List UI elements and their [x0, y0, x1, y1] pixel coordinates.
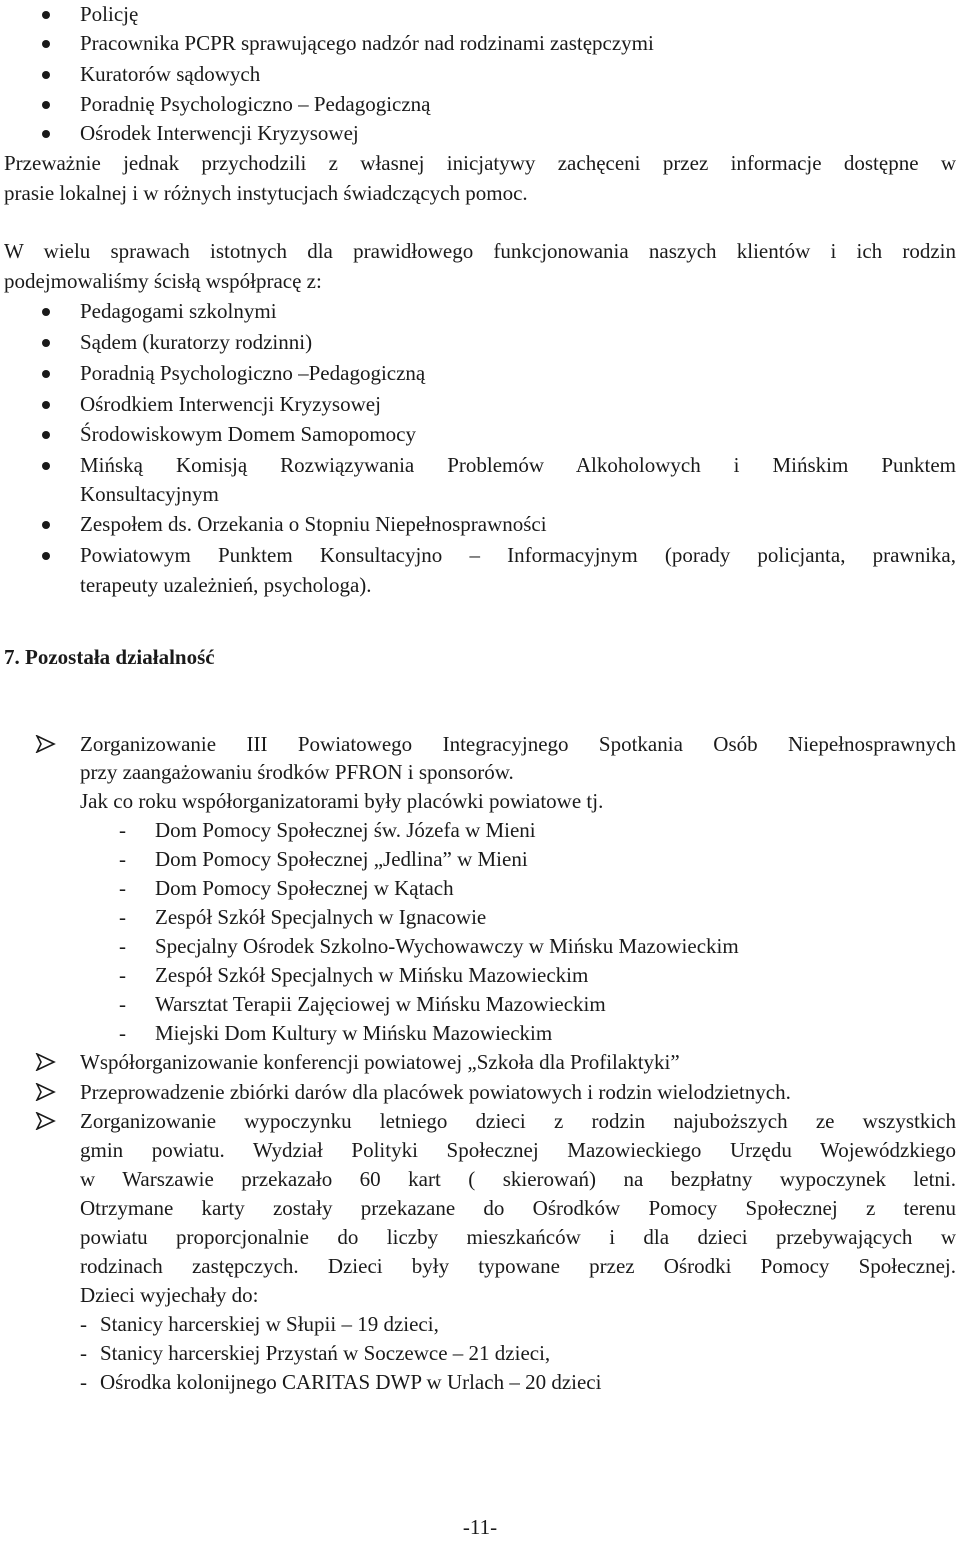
list-item-continuation: terapeuty uzależnień, psychologa). — [80, 573, 372, 597]
list-item: - Zespół Szkół Specjalnych w Ignacowie — [119, 905, 487, 929]
list-item: Policję — [0, 0, 960, 29]
arrow-bullet-icon — [35, 735, 57, 753]
arrow-bullet-icon — [35, 1053, 57, 1071]
list-item: - Dom Pomocy Społecznej w Kątach — [119, 876, 454, 900]
list-item: Zespołem ds. Orzekania o Stopniu Niepełnosprawności — [0, 510, 960, 539]
bullet-icon — [42, 552, 50, 560]
bullet-icon — [42, 308, 50, 316]
bullet-icon — [42, 401, 50, 409]
list-item: - Zespół Szkół Specjalnych w Mińsku Mazowieckim — [119, 963, 589, 987]
section-heading: 7. Pozostała działalność — [4, 645, 215, 669]
list-item: Ośrodkiem Interwencji Kryzysowej — [0, 390, 960, 419]
list-item: Sądem (kuratorzy rodzinni) — [0, 328, 960, 357]
bullet-icon — [42, 521, 50, 529]
bullet-icon — [42, 40, 50, 48]
list-item: Ośrodek Interwencji Kryzysowej — [0, 119, 960, 148]
bullet-icon — [42, 11, 50, 19]
arrow-bullet-icon — [35, 1112, 57, 1130]
list-item: Poradnię Psychologiczno – Pedagogiczną — [0, 90, 960, 119]
document-page: Policję Pracownika PCPR sprawującego nadzór nad rodzinami zastępczymi Kuratorów sądowych Poradnię Psychologiczno – Pedagogiczną Ośrodek Interwencji Kryzysowej Przeważnie jednak przychodzili z własnej inicjatywy zachęceni przez informacje dostępne w prasie lokalnej i w różnych instytucjach świadczących pomoc. W wielu sprawach istotnych dla prawidłowego funkcjonowania naszych klientów i ich rodzin podejmowaliśmy ścisłą współpracę z: Pedagogami szkolnymi Sądem (kuratorzy rodzinni) Poradnią Psychologiczno –Pedagogiczną Ośrodkiem Interwencji Kryzysowej Środowiskowym Domem Samopomocy Mińską Komisją Rozwiązywania Problemów Alkoholowych i Mińskim Punktem Konsultacyjnym Zespołem ds. Orzekania o Stopniu Niepełnosprawności Powiatowym Punktem Konsultacyjno – Informacyjnym (porady policjanta, prawnika, terapeuty uzależnień, psychologa). 7. Pozostała działalność Zorganizowanie III Powiatowego Integracyjnego Spotkania Osób Niepełnosprawnych przy zaangażowaniu środków PFRON i sponsorów. Jak co roku współorganizatorami były placówki powiatowe tj. - Dom Pomocy Społecznej św. Józefa w Mieni - Dom Pomocy Społecznej „Jedlina” w Mieni - Dom Pomocy Społecznej w Kątach - Zespół Szkół Specjalnych w Ignacowie - Specjalny Ośrodek Szkolno-Wychowawczy w Mińsku Mazowieckim - Zespół Szkół Specjalnych w Mińsku Mazowieckim - Warsztat Terapii Zajęciowej w Mińsku Mazowieckim - Miejski Dom Kultury w Mińsku Mazowieckim Współorganizowanie konferencji powiatowej „Szkoła dla Profilaktyki” Przeprowadzenie zbiórki darów dla placówek powiatowych i rodzin wielodzietnych. Zorganizowanie wypoczynku letniego dzieci z rodzin najuboższych ze wszystkich gmin powiatu. Wydział Polityki Społecznej Mazowieckiego Urzędu Wojewódzkiego w Warszawie przekazało 60 kart ( skierowań) na bezpłatny wypoczynek letni. Otrzymane karty zostały przekazane do Ośrodków Pomocy Społecznej z terenu powiatu proporcjonalnie do liczby mieszkańców i dla dzieci przebywających w rodzinach zastępczych. Dzieci były typowane przez Ośrodki Pomocy Społecznej. Dzieci wyjechały do: - Stanicy harcerskiej w Słupii – 19 dzieci, - Stanicy harcerskiej Przystań w Soczewce – 21 dzieci, - Ośrodka kolonijnego CARITAS DWP w Urlach – 20 dzieci -11- — [0, 0, 960, 1537]
bullet-icon — [42, 130, 50, 138]
list-item: - Stanicy harcerskiej w Słupii – 19 dzieci, — [80, 1312, 439, 1336]
list-item: - Miejski Dom Kultury w Mińsku Mazowieckim — [119, 1021, 553, 1045]
list-item: - Dom Pomocy Społecznej św. Józefa w Mieni — [119, 818, 536, 842]
list-item: Powiatowym Punktem Konsultacyjno – Informacyjnym (porady policjanta, prawnika, — [0, 541, 960, 570]
bullet-icon — [42, 462, 50, 470]
list-item: Poradnią Psychologiczno –Pedagogiczną — [0, 359, 960, 388]
list-item: Kuratorów sądowych — [0, 60, 960, 89]
list-item: - Dom Pomocy Społecznej „Jedlina” w Mieni — [119, 847, 528, 871]
list-item: Pedagogami szkolnymi — [0, 297, 960, 326]
arrow-item-conference: Współorganizowanie konferencji powiatowej „Szkoła dla Profilaktyki” — [0, 1048, 960, 1077]
list-item: - Stanicy harcerskiej Przystań w Soczewce – 21 dzieci, — [80, 1341, 551, 1365]
arrow-item-donations: Przeprowadzenie zbiórki darów dla placówek powiatowych i rodzin wielodzietnych. — [0, 1078, 960, 1107]
list-item: Mińską Komisją Rozwiązywania Problemów Alkoholowych i Mińskim Punktem — [0, 451, 960, 480]
list-item: - Warsztat Terapii Zajęciowej w Mińsku Mazowieckim — [119, 992, 606, 1016]
bullet-icon — [42, 370, 50, 378]
arrow-bullet-icon — [35, 1083, 57, 1101]
list-item: Środowiskowym Domem Samopomocy — [0, 420, 960, 449]
bullet-icon — [42, 431, 50, 439]
page-number: -11- — [462, 1515, 498, 1539]
list-item: - Specjalny Ośrodek Szkolno-Wychowawczy w Mińsku Mazowieckim — [119, 934, 739, 958]
bullet-icon — [42, 101, 50, 109]
bullet-icon — [42, 71, 50, 79]
list-item: - Ośrodka kolonijnego CARITAS DWP w Urlach – 20 dzieci — [80, 1370, 602, 1394]
list-item: Pracownika PCPR sprawującego nadzór nad rodzinami zastępczymi — [0, 29, 960, 58]
bullet-icon — [42, 339, 50, 347]
list-item-continuation: Konsultacyjnym — [80, 482, 219, 506]
